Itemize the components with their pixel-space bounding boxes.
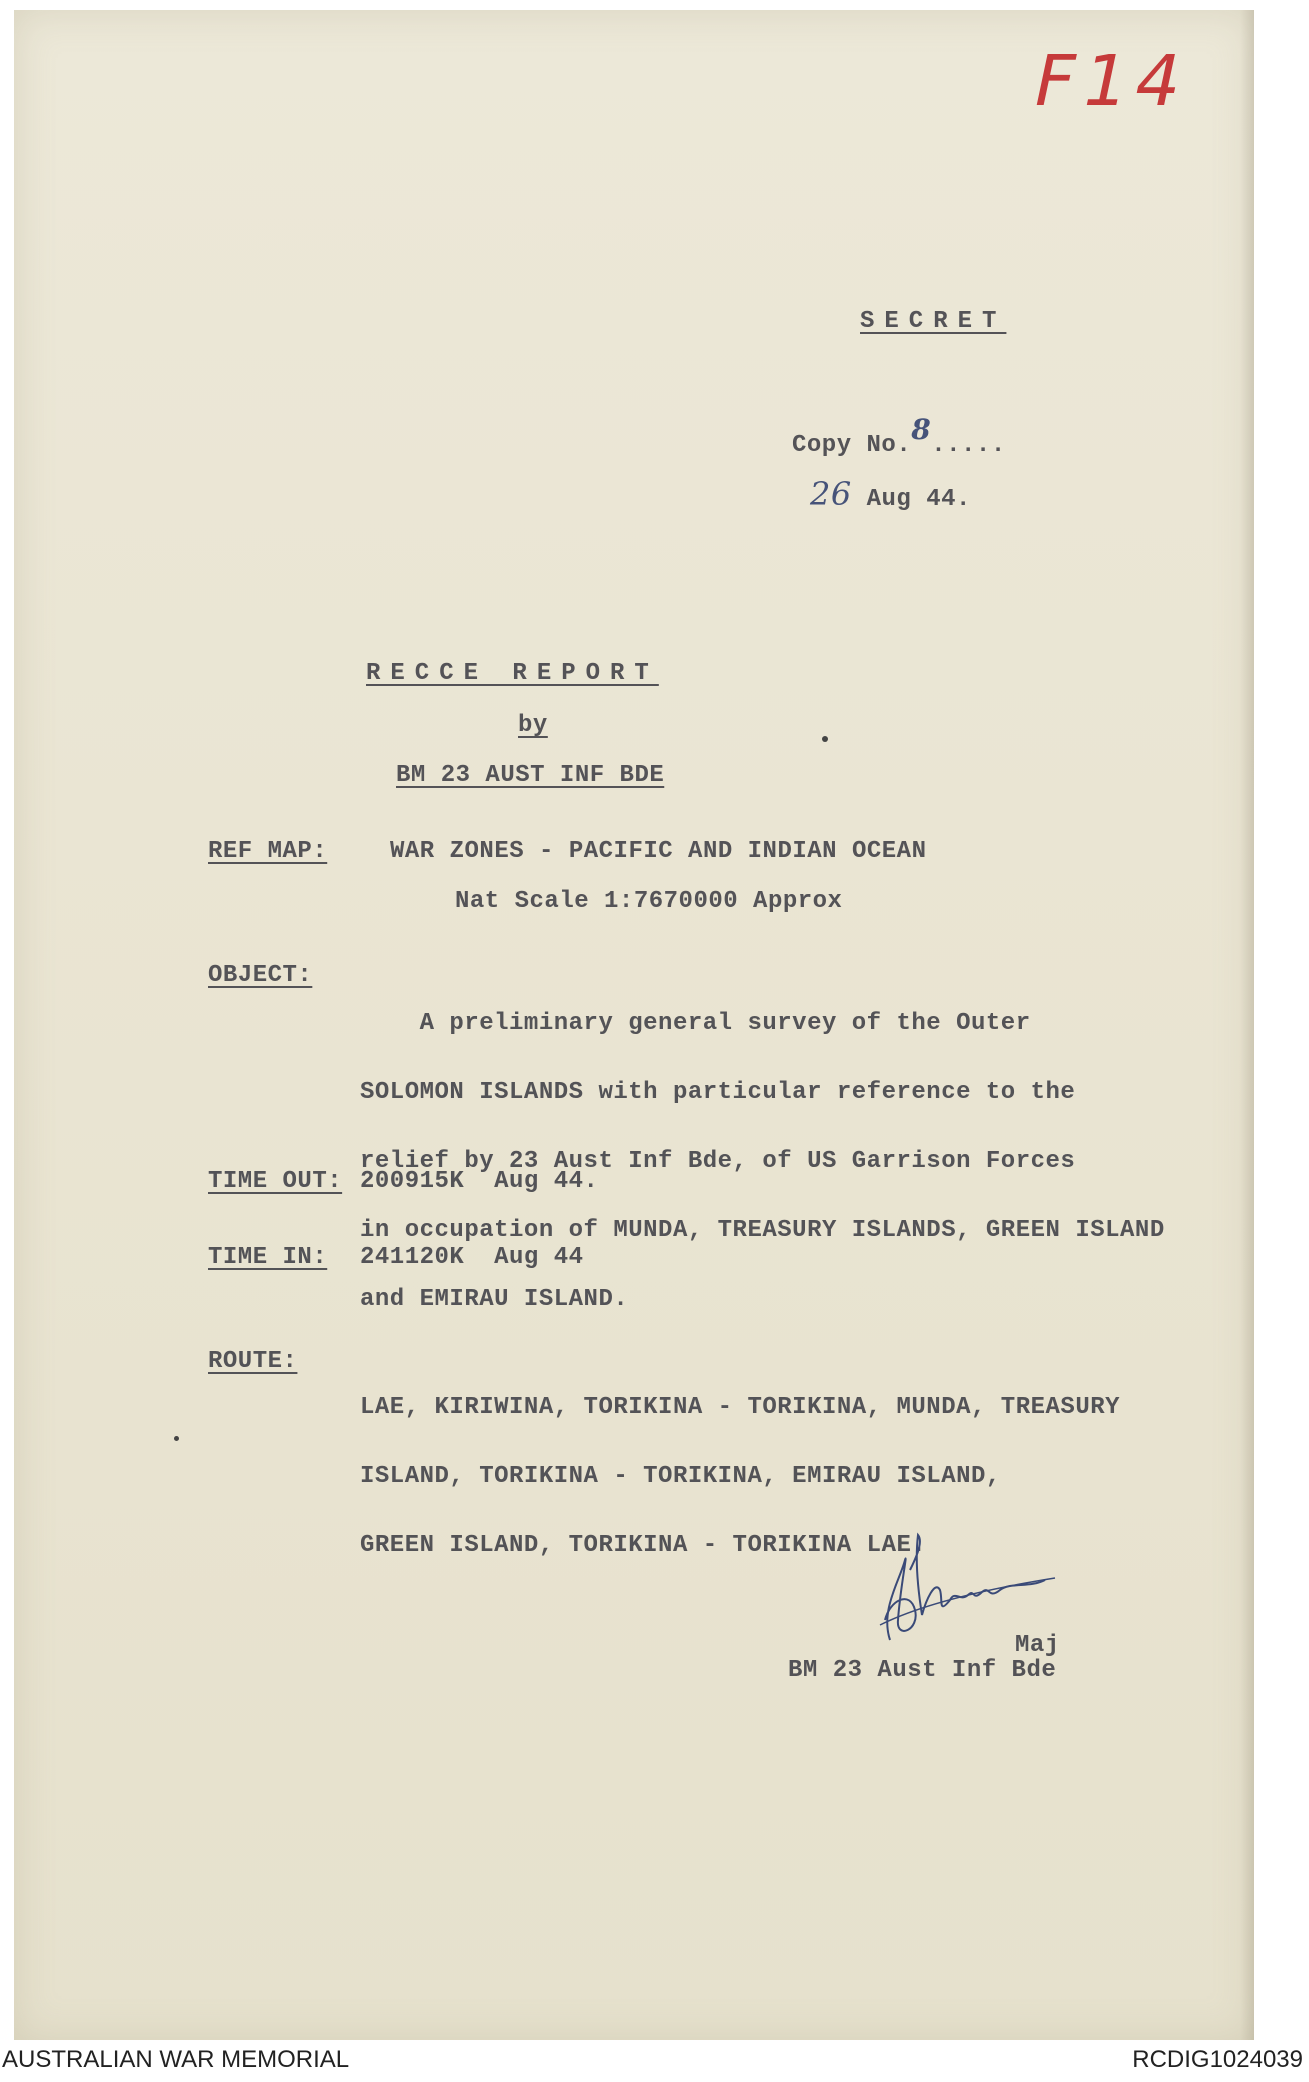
signatory-rank: Maj [1015, 1632, 1060, 1659]
report-title: RECCE REPORT [366, 660, 659, 687]
page-edge-shadow [1240, 10, 1254, 2040]
footer-right: RCDIG1024039 [1132, 2046, 1303, 2073]
route-line: LAE, KIRIWINA, TORIKINA - TORIKINA, MUNDA, TREASURY [360, 1394, 1121, 1421]
copy-label-text: Copy No. [792, 432, 912, 459]
route-line: GREEN ISLAND, TORIKINA - TORIKINA LAE. [360, 1532, 927, 1559]
route-label: ROUTE: [208, 1348, 298, 1375]
time-out-label: TIME OUT: [208, 1168, 343, 1195]
object-line: relief by 23 Aust Inf Bde, of US Garrison Forces [360, 1148, 1076, 1175]
time-in-label: TIME IN: [208, 1244, 328, 1271]
object-label: OBJECT: [208, 962, 313, 989]
footer-left: AUSTRALIAN WAR MEMORIAL [2, 2046, 350, 2073]
copy-number-label [792, 413, 1006, 459]
date-rest: Aug 44. [866, 486, 971, 513]
classification-label: SECRET [860, 308, 1007, 335]
object-line: A preliminary general survey of the Outer [360, 1010, 1031, 1037]
ref-map-scale: Nat Scale 1:7670000 Approx [455, 888, 843, 915]
copy-number-handwritten: 8 [911, 413, 932, 446]
object-line: and EMIRAU ISLAND. [360, 1286, 629, 1313]
report-title-by: by [518, 712, 548, 739]
ink-dot [174, 1436, 179, 1441]
object-line: in occupation of MUNDA, TREASURY ISLANDS, GREEN ISLAND [360, 1217, 1165, 1244]
document-date [810, 475, 971, 513]
object-line: SOLOMON ISLANDS with particular reference to the [360, 1079, 1076, 1106]
date-day-handwritten: 26 [810, 475, 852, 513]
reference-mark: F14 [1026, 40, 1198, 122]
signatory-title: BM 23 Aust Inf Bde [788, 1657, 1057, 1684]
ref-map-label: REF MAP: [208, 838, 328, 865]
copy-dots: ..... [931, 432, 1006, 459]
time-out-value: 200915K Aug 44. [360, 1168, 599, 1195]
route-line: ISLAND, TORIKINA - TORIKINA, EMIRAU ISLAND, [360, 1463, 1001, 1490]
ink-dot [822, 736, 828, 742]
time-in-value: 241120K Aug 44 [360, 1244, 584, 1271]
object-text [360, 966, 1165, 1334]
ref-map-value: WAR ZONES - PACIFIC AND INDIAN OCEAN [390, 838, 927, 865]
report-title-author: BM 23 AUST INF BDE [396, 762, 665, 789]
